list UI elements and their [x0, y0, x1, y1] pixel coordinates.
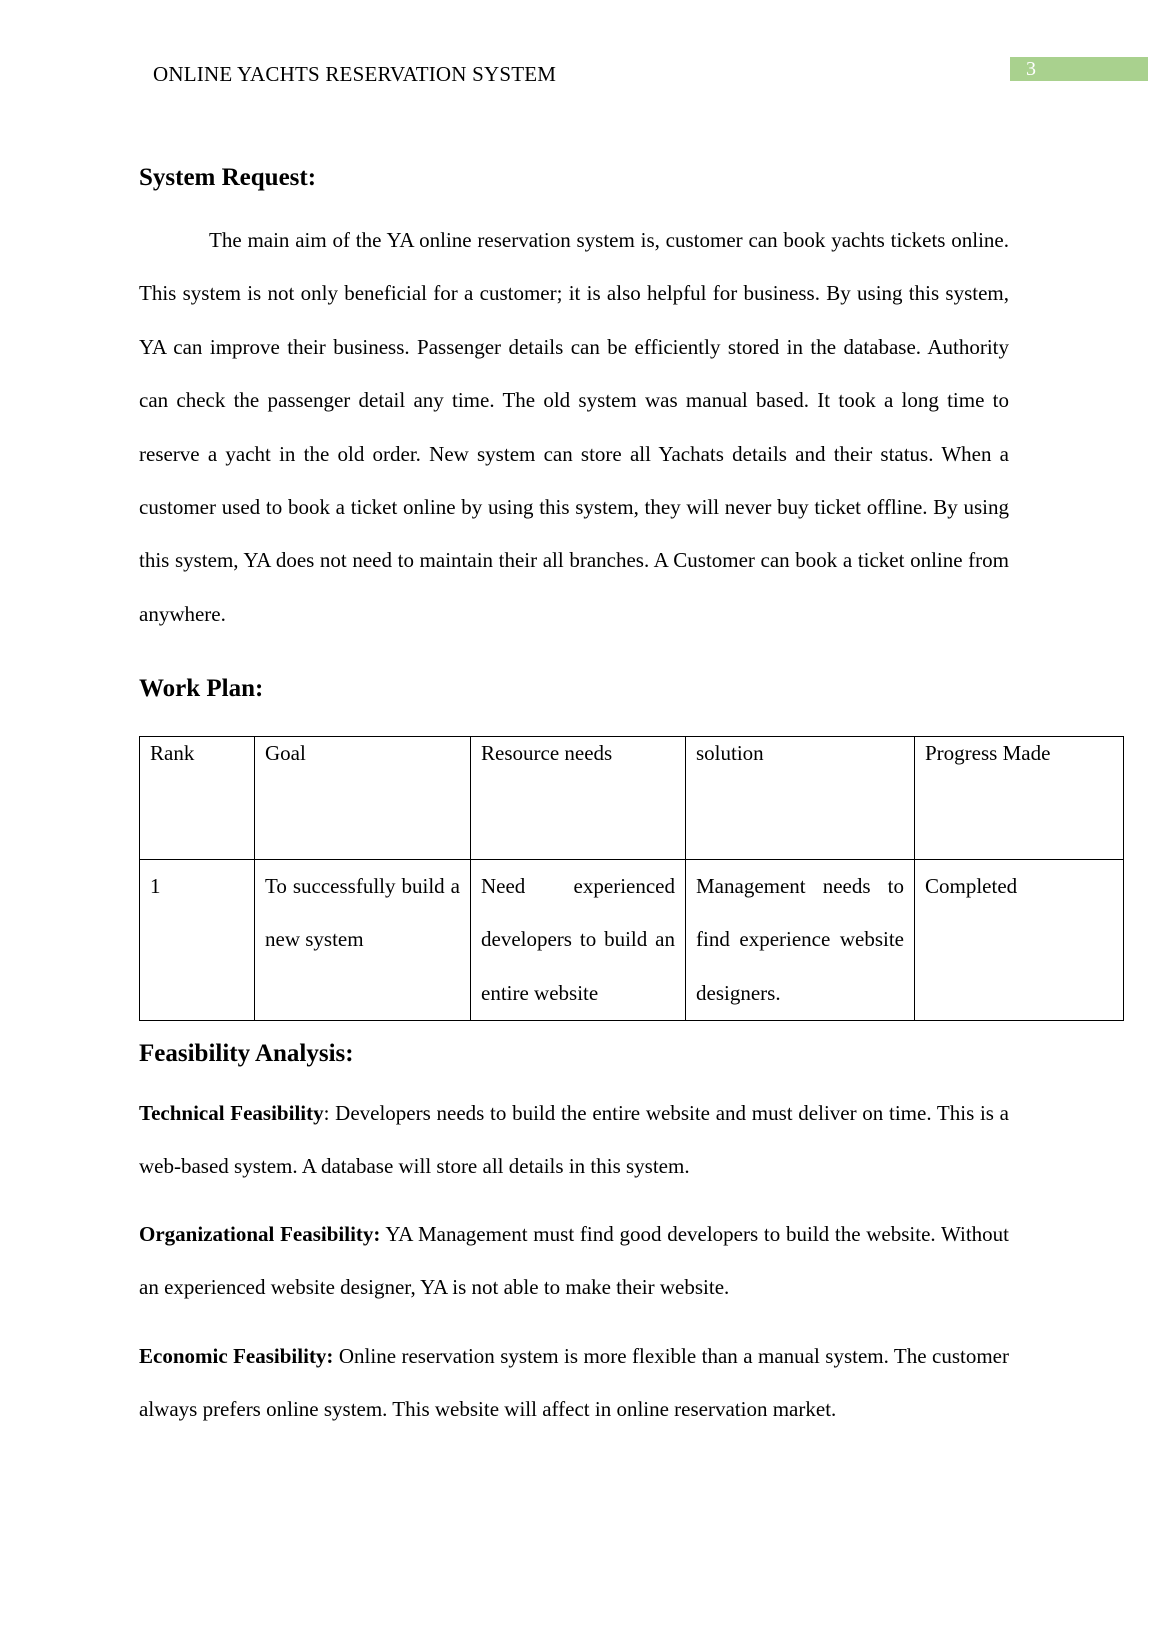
cell-rank: 1: [140, 860, 255, 1021]
cell-progress: Completed: [915, 860, 1124, 1021]
work-plan-table: [139, 736, 1124, 1021]
col-header-solution: solution: [686, 737, 915, 860]
page-number: 3: [1010, 57, 1148, 81]
col-header-resource-needs: Resource needs: [471, 737, 686, 860]
running-title: ONLINE YACHTS RESERVATION SYSTEM: [153, 62, 557, 86]
organizational-feasibility-paragraph: [139, 1208, 1009, 1315]
organizational-feasibility-text: YA Management must find good developers to build the website. Without an experienced website designer, YA is not able to make their website.: [139, 1222, 1010, 1300]
col-header-goal: Goal: [255, 737, 471, 860]
technical-feasibility-paragraph: [139, 1087, 1009, 1194]
technical-feasibility-label: Technical Feasibility: [139, 1101, 324, 1125]
col-header-progress: Progress Made: [915, 737, 1124, 860]
economic-feasibility-label: Economic Feasibility:: [139, 1344, 334, 1368]
organizational-feasibility-label: Organizational Feasibility:: [139, 1222, 381, 1246]
system-request-heading: System Request:: [139, 164, 317, 191]
economic-feasibility-text: Online reservation system is more flexible than a manual system. The customer always prefers online system. This website will affect in online reservation market.: [139, 1344, 1009, 1422]
table-row: [140, 860, 1124, 1021]
col-header-rank: Rank: [140, 737, 255, 860]
cell-goal: [255, 860, 471, 1021]
technical-feasibility-text: : Developers needs to build the entire website and must deliver on time. This is a web-based system. A database will store all details in this system.: [139, 1101, 1009, 1179]
cell-goal-text: To successfully build a new system: [265, 874, 460, 952]
work-plan-heading: Work Plan:: [139, 675, 264, 702]
cell-resource-needs-text: Need experienced developers to build an entire website: [481, 874, 675, 1005]
feasibility-heading: Feasibility Analysis:: [139, 1040, 354, 1067]
cell-resource-needs: [471, 860, 686, 1021]
cell-solution-text: Management needs to find experience website designers.: [696, 874, 904, 1005]
economic-feasibility-paragraph: [139, 1330, 1009, 1437]
system-request-paragraph: The main aim of the YA online reservation system is, customer can book yachts tickets online. This system is not only beneficial for a customer; it is also helpful for business. By using this system, YA can improve their business. Passenger details can be efficiently stored in the database. Authority can check the passenger detail any time. The old system was manual based. It took a long time to reserve a yacht in the old order. New system can store all Yachats details and their status. When a customer used to book a ticket online by using this system, they will never buy ticket offline. By using this system, YA does not need to maintain their all branches. A Customer can book a ticket online from anywhere.: [139, 228, 1009, 626]
table-header-row: [140, 737, 1124, 860]
cell-solution: [686, 860, 915, 1021]
